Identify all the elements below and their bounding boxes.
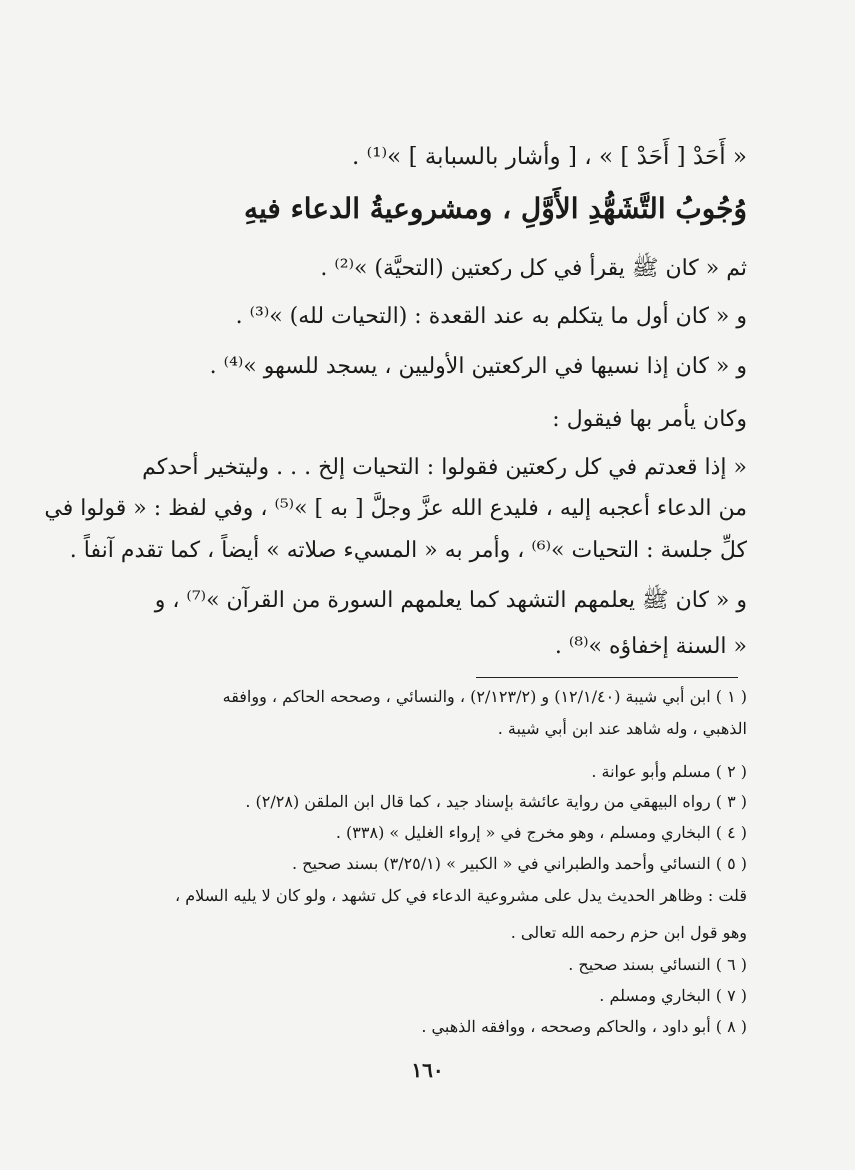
- text-line-1: « أَحَدْ [ أَحَدْ ] » ، [ وأشار بالسبابة ] »⁽¹⁾ .: [352, 144, 747, 170]
- footnote-8: ( ٨ ) أبو داود ، والحاكم وصححه ، ووافقه الذهبي .: [421, 1017, 747, 1036]
- text-line-6: « إذا قعدتم في كل ركعتين فقولوا : التحيات إلخ . . . وليتخير أحدكم: [142, 455, 747, 480]
- footnote-7: ( ٧ ) البخاري ومسلم .: [599, 986, 747, 1005]
- footnote-2: ( ٢ ) مسلم وأبو عوانة .: [591, 762, 747, 781]
- footnote-1-continued: الذهبي ، وله شاهد عند ابن أبي شيبة .: [497, 719, 747, 738]
- footnote-5-comment-continued: وهو قول ابن حزم رحمه الله تعالى .: [510, 923, 747, 942]
- page-number: ١٦٠: [411, 1058, 444, 1082]
- footnote-6: ( ٦ ) النسائي بسند صحيح .: [568, 955, 747, 974]
- footnote-1: ( ١ ) ابن أبي شيبة (١٢/١/٤٠) و (٢/١٢٣/٢) ، والنسائي ، وصححه الحاكم ، ووافقه: [222, 687, 747, 706]
- section-heading: وُجُوبُ التَّشَهُّدِ الأَوَّلِ ، ومشروعيةُ الدعاء فيهِ: [243, 192, 747, 225]
- text-line-7: من الدعاء أعجبه إليه ، فليدع الله عزَّ وجلَّ [ به ] »⁽⁵⁾ ، وفي لفظ : « قولوا في: [44, 496, 747, 521]
- footnote-5-comment: قلت : وظاهر الحديث يدل على مشروعية الدعاء في كل تشهد ، ولو كان لا يليه السلام ،: [175, 886, 747, 905]
- footnote-5: ( ٥ ) النسائي وأحمد والطبراني في « الكبير » (٣/٢٥/١) بسند صحيح .: [291, 854, 747, 873]
- text-line-8: كلِّ جلسة : التحيات »⁽⁶⁾ ، وأمر به « المسيء صلاته » أيضاً ، كما تقدم آنفاً .: [69, 538, 747, 563]
- text-line-5: وكان يأمر بها فيقول :: [552, 407, 747, 432]
- text-line-9: و « كان ﷺ يعلمهم التشهد كما يعلمهم السورة من القرآن »⁽⁷⁾ ، و: [154, 588, 747, 613]
- text-line-4: و « كان إذا نسيها في الركعتين الأوليين ، يسجد للسهو »⁽⁴⁾ .: [209, 354, 747, 379]
- text-line-2: ثم « كان ﷺ يقرأ في كل ركعتين (التحيَّة) »⁽²⁾ .: [320, 256, 747, 281]
- footnote-3: ( ٣ ) رواه البيهقي من رواية عائشة بإسناد جيد ، كما قال ابن الملقن (٢/٢٨) .: [245, 792, 747, 811]
- footnote-4: ( ٤ ) البخاري ومسلم ، وهو مخرج في « إرواء الغليل » (٣٣٨) .: [335, 823, 747, 842]
- footnote-separator: [476, 677, 738, 678]
- text-line-10: « السنة إخفاؤه »⁽⁸⁾ .: [554, 634, 747, 659]
- text-line-3: و « كان أول ما يتكلم به عند القعدة : (التحيات لله) »⁽³⁾ .: [235, 304, 747, 329]
